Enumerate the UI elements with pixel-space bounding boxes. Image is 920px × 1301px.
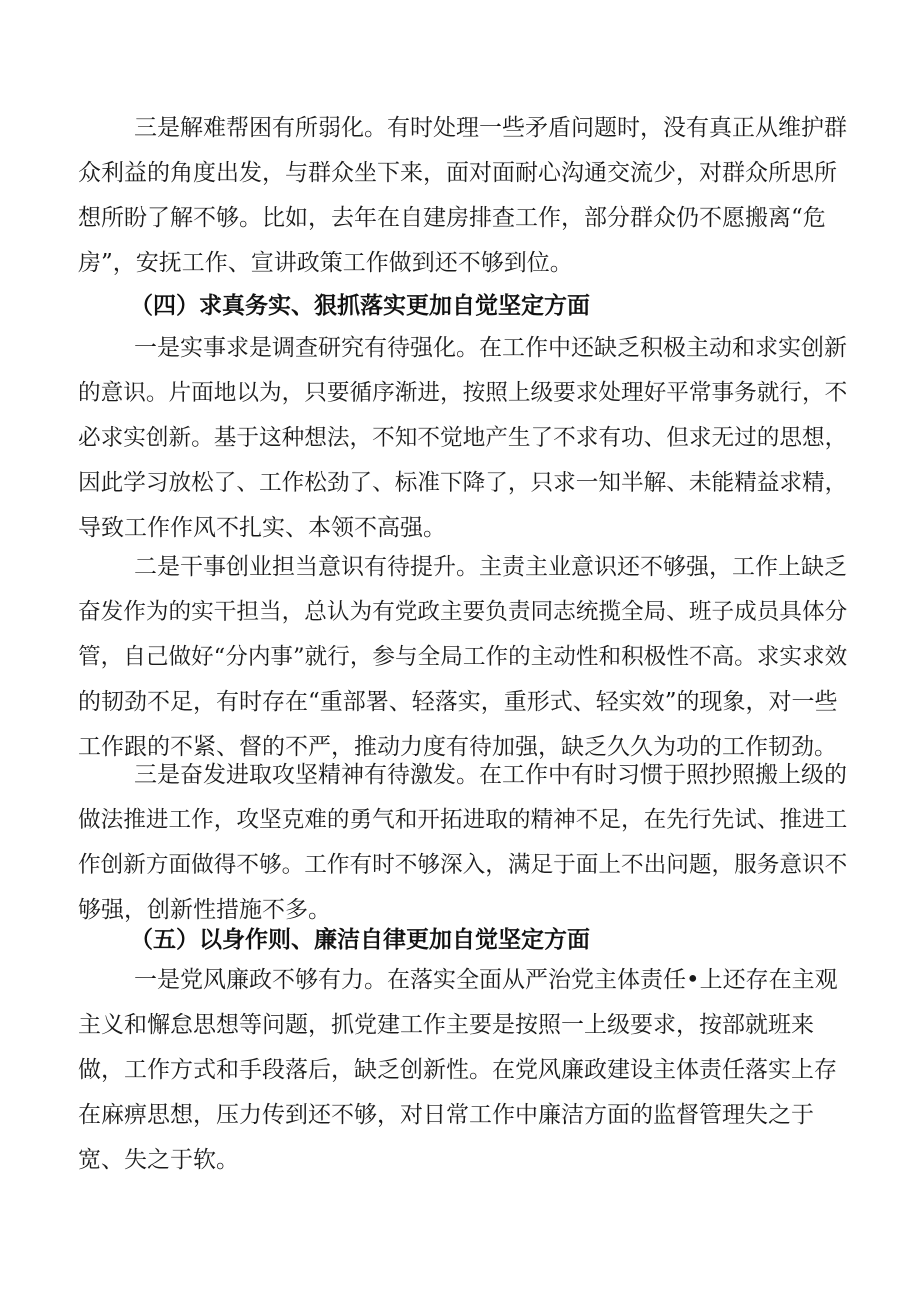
section-heading-five: （五）以身作则、廉洁自律更加自觉坚定方面 (130, 927, 590, 953)
paragraph-line: 宽、失之于软。 (78, 1147, 239, 1173)
paragraph-line: 工作跟的不紧、督的不严，推动力度有待加强，缺乏久久为功的工作韧劲。 (78, 734, 837, 760)
paragraph-line: 三是解难帮困有所弱化。有时处理一些矛盾问题时，没有真正从维护群 (134, 115, 847, 141)
paragraph-line: 作创新方面做得不够。工作有时不够深入，满足于面上不出问题，服务意识不 (78, 852, 848, 878)
paragraph-line: 够强，创新性措施不多。 (78, 897, 331, 923)
paragraph-line: 众利益的角度出发，与群众坐下来，面对面耐心沟通交流少，对群众所思所 (78, 160, 837, 186)
paragraph-line: 的韧劲不足，有时存在“重部署、轻落实，重形式、轻实效”的现象，对一些 (78, 689, 838, 715)
paragraph-line: 导致工作作风不扎实、本领不高强。 (78, 515, 446, 541)
paragraph-line: 主义和懈怠思想等问题，抓党建工作主要是按照一上级要求，按部就班来 (78, 1012, 814, 1038)
paragraph-responsibility (78, 545, 848, 770)
paragraph-line: 房”，安抚工作、宣讲政策工作做到还不够到位。 (78, 250, 573, 276)
paragraph-line: 在麻痹思想，压力传到还不够，对日常工作中廉洁方面的监督管理失之于 (78, 1102, 814, 1128)
paragraph-line: 因此学习放松了、工作松劲了、标准下降了，只求一知半解、未能精益求精， (78, 470, 848, 496)
paragraph-investigation (78, 326, 848, 551)
paragraph-line: 做法推进工作，攻坚克难的勇气和开拓进取的精神不足，在先行先试、推进工 (78, 807, 848, 833)
paragraph-enterprising (78, 753, 848, 933)
paragraph-line: 一是党风廉政不够有力。在落实全面从严治党主体责任•上还存在主观 (134, 967, 838, 993)
paragraph-line: 做，工作方式和手段落后，缺乏创新性。在党风廉政建设主体责任落实上存 (78, 1057, 837, 1083)
paragraph-line: 二是干事创业担当意识有待提升。主责主业意识还不够强，工作上缺乏 (134, 554, 847, 580)
paragraph-line: 奋发作为的实干担当，总认为有党政主要负责同志统揽全局、班子成员具体分 (78, 599, 848, 625)
section-heading-four: （四）求真务实、狠抓落实更加自觉坚定方面 (130, 293, 590, 319)
paragraph-line: 一是实事求是调查研究有待强化。在工作中还缺乏积极主动和求实创新 (134, 335, 847, 361)
paragraph-line: 管，自己做好“分内事”就行，参与全局工作的主动性和积极性不高。求实求效 (78, 644, 848, 670)
paragraph-line: 必求实创新。基于这种想法，不知不觉地产生了不求有功、但求无过的思想， (78, 425, 848, 451)
paragraph-line: 的意识。片面地以为，只要循序渐进，按照上级要求处理好平常事务就行，不 (78, 380, 848, 406)
paragraph-solve-difficulties (78, 106, 848, 286)
paragraph-line: 三是奋发进取攻坚精神有待激发。在工作中有时习惯于照抄照搬上级的 (134, 762, 847, 788)
paragraph-line: 想所盼了解不够。比如，去年在自建房排查工作，部分群众仍不愿搬离“危 (78, 205, 826, 231)
paragraph-clean-governance (78, 958, 848, 1183)
